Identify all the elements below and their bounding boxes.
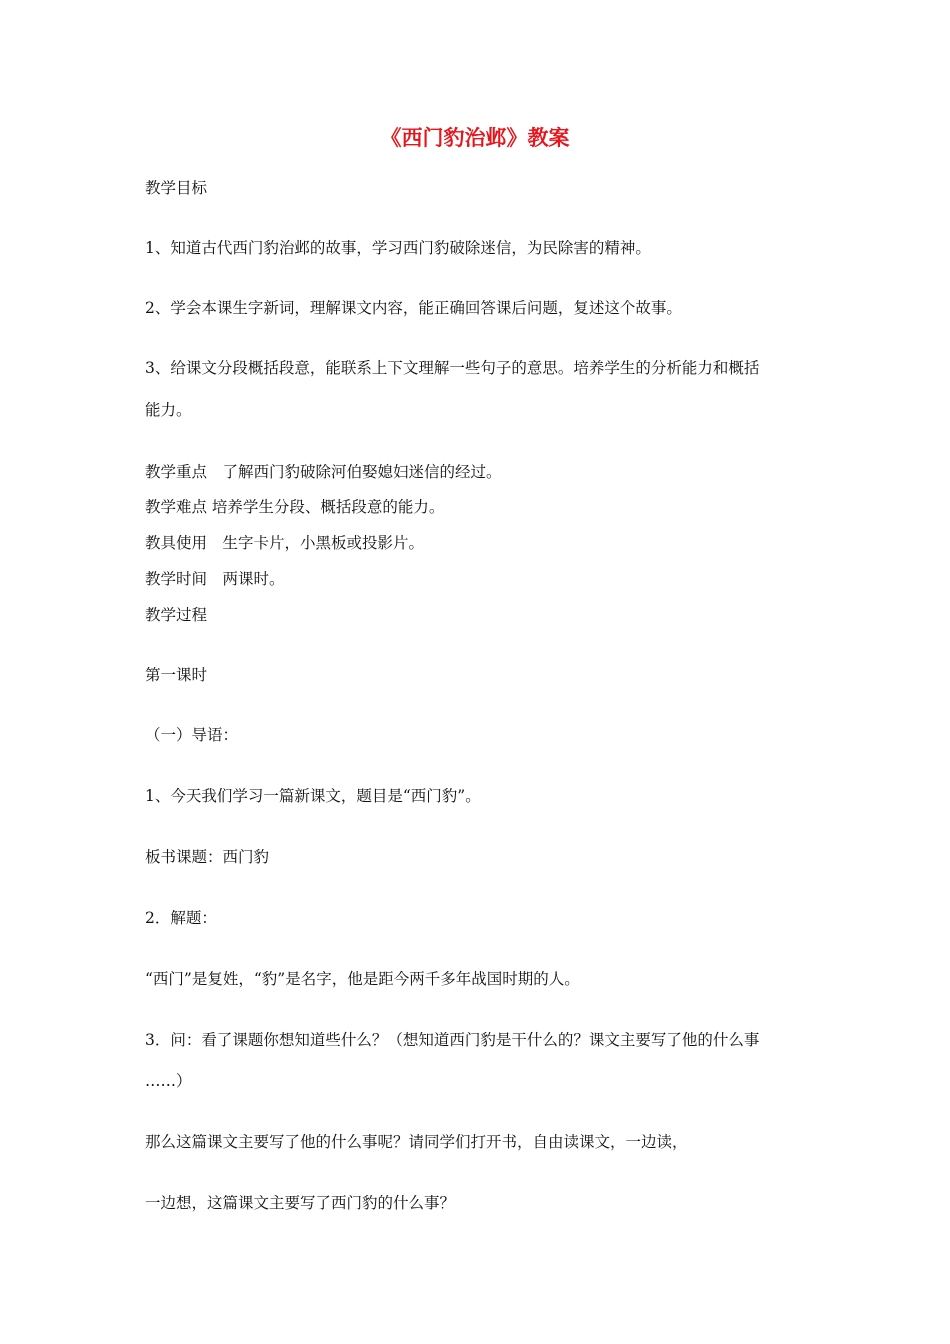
heading-first-lesson: 第一课时 bbox=[145, 666, 208, 684]
teaching-focus: 教学重点 了解西门豹破除河伯娶媳妇迷信的经过。 bbox=[145, 463, 502, 481]
goal-3: 3、给课文分段概括段意，能联系上下文理解一些句子的意思。培养学生的分析能力和概括 bbox=[145, 359, 760, 377]
teaching-difficulty: 教学难点 培养学生分段、概括段意的能力。 bbox=[145, 498, 445, 516]
document-title: 《西门豹治邺》教案 bbox=[380, 126, 570, 150]
reading-instruction: 那么这篇课文主要写了他的什么事呢？请同学们打开书，自由读课文，一边读， bbox=[145, 1133, 688, 1151]
intro-step-3-continued: ……） bbox=[145, 1072, 192, 1090]
heading-teaching-process: 教学过程 bbox=[145, 606, 208, 624]
teaching-time: 教学时间 两课时。 bbox=[145, 570, 285, 588]
intro-step-2: 2．解题： bbox=[145, 909, 217, 927]
reading-instruction-continued: 一边想，这篇课文主要写了西门豹的什么事？ bbox=[145, 1194, 456, 1212]
goal-3-continued: 能力。 bbox=[145, 401, 192, 419]
section-introduction: （一）导语： bbox=[145, 726, 239, 744]
goal-2: 2、学会本课生字新词，理解课文内容，能正确回答课后问题，复述这个故事。 bbox=[145, 299, 682, 317]
intro-step-1: 1、今天我们学习一篇新课文，题目是“西门豹”。 bbox=[145, 787, 481, 805]
goal-1: 1、知道古代西门豹治邺的故事，学习西门豹破除迷信，为民除害的精神。 bbox=[145, 239, 651, 257]
title-explanation: “西门”是复姓，“豹”是名字，他是距今两千多年战国时期的人。 bbox=[145, 970, 580, 988]
teaching-aids: 教具使用 生字卡片，小黑板或投影片。 bbox=[145, 534, 425, 552]
intro-step-3: 3．问：看了课题你想知道些什么？（想知道西门豹是干什么的？课文主要写了他的什么事 bbox=[145, 1031, 760, 1049]
heading-teaching-goals: 教学目标 bbox=[145, 179, 208, 197]
board-title: 板书课题：西门豹 bbox=[145, 848, 270, 866]
